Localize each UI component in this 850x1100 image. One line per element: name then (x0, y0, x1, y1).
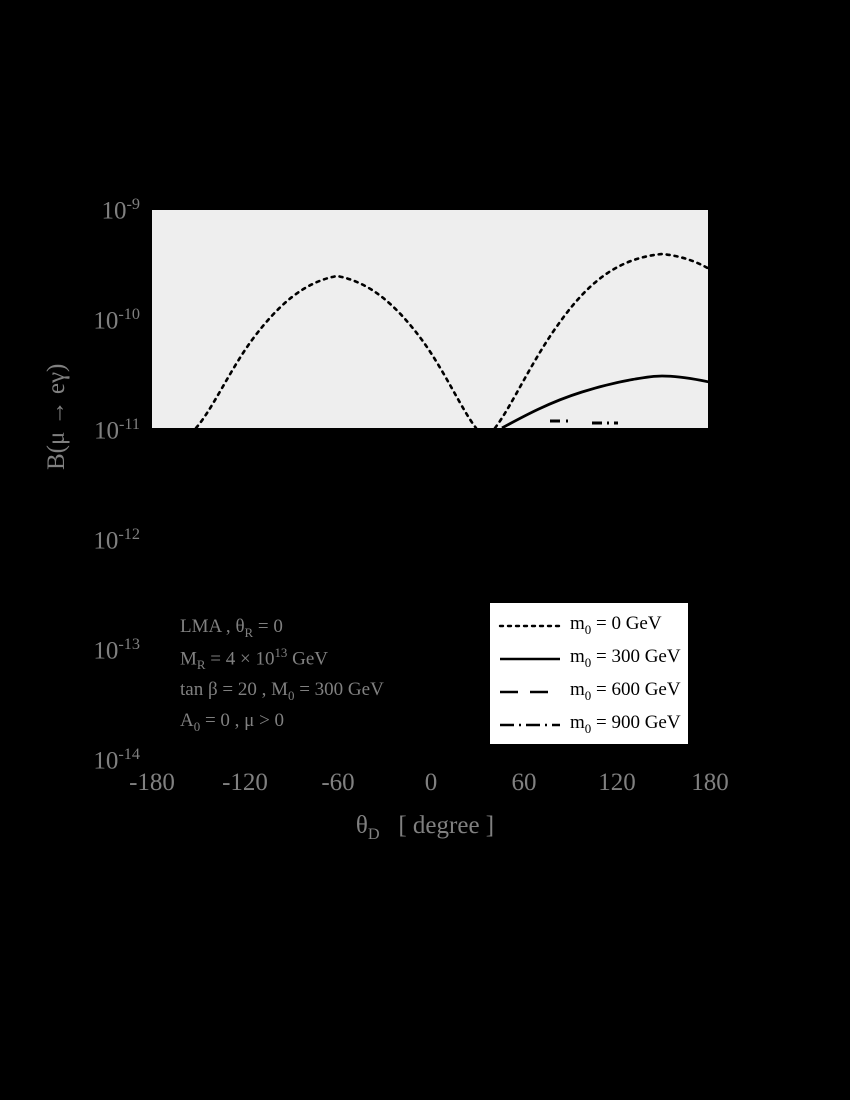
annotation-line-1: LMA , $\theta_R = 0$ (180, 616, 283, 640)
y-tick-label: $10^{-14}$ (93, 745, 140, 775)
x-tick-label: -60 (321, 769, 355, 796)
x-tick-label: 120 (598, 769, 636, 796)
series-m0-0-curve-right (495, 254, 708, 428)
legend-label: $m_0 = 900$ GeV (570, 712, 681, 736)
annotation-line-4: $A_0 = 0$ , μ > 0 (180, 709, 285, 734)
x-tick-label: -120 (222, 769, 268, 796)
legend-sample-dashdot (498, 719, 562, 731)
legend-item (490, 708, 688, 741)
y-tick-label: $10^{-11}$ (93, 415, 140, 445)
annotation-line-2: $M_R = 4 \times 10^{13}$ GeV (180, 644, 328, 672)
legend-sample-dotted (498, 620, 562, 632)
legend-item (490, 675, 688, 708)
legend-label: $m_0 = 0$ GeV (570, 613, 662, 637)
plot-canvas (152, 210, 708, 428)
series-m0-0-curve (196, 276, 476, 428)
legend-item (490, 642, 688, 675)
legend-label: $m_0 = 300$ GeV (570, 646, 681, 670)
annotation-block (180, 612, 384, 737)
y-tick-label: $10^{-13}$ (93, 635, 140, 665)
legend-sample-dashed (498, 686, 562, 698)
x-tick-label: 180 (691, 769, 729, 796)
y-tick-label: $10^{-9}$ (101, 195, 140, 225)
y-axis-label: B(μ → eγ) (43, 363, 70, 470)
legend (489, 602, 689, 745)
chart-curves (152, 210, 708, 428)
legend-label: $m_0 = 600$ GeV (570, 679, 681, 703)
annotation-line-3: tan β = 20 , $M_0 = 300$ GeV (180, 678, 384, 703)
x-tick-label: 0 (424, 769, 438, 796)
x-tick-label: 60 (511, 769, 537, 796)
x-axis-label: $\theta_D$ [ degree ] (355, 812, 495, 843)
series-m0-300-curve (502, 376, 708, 428)
y-tick-label: $10^{-12}$ (93, 525, 140, 555)
legend-item (490, 609, 688, 642)
y-tick-label: $10^{-10}$ (93, 305, 140, 335)
x-tick-label: -180 (129, 769, 175, 796)
legend-sample-solid (498, 653, 562, 665)
